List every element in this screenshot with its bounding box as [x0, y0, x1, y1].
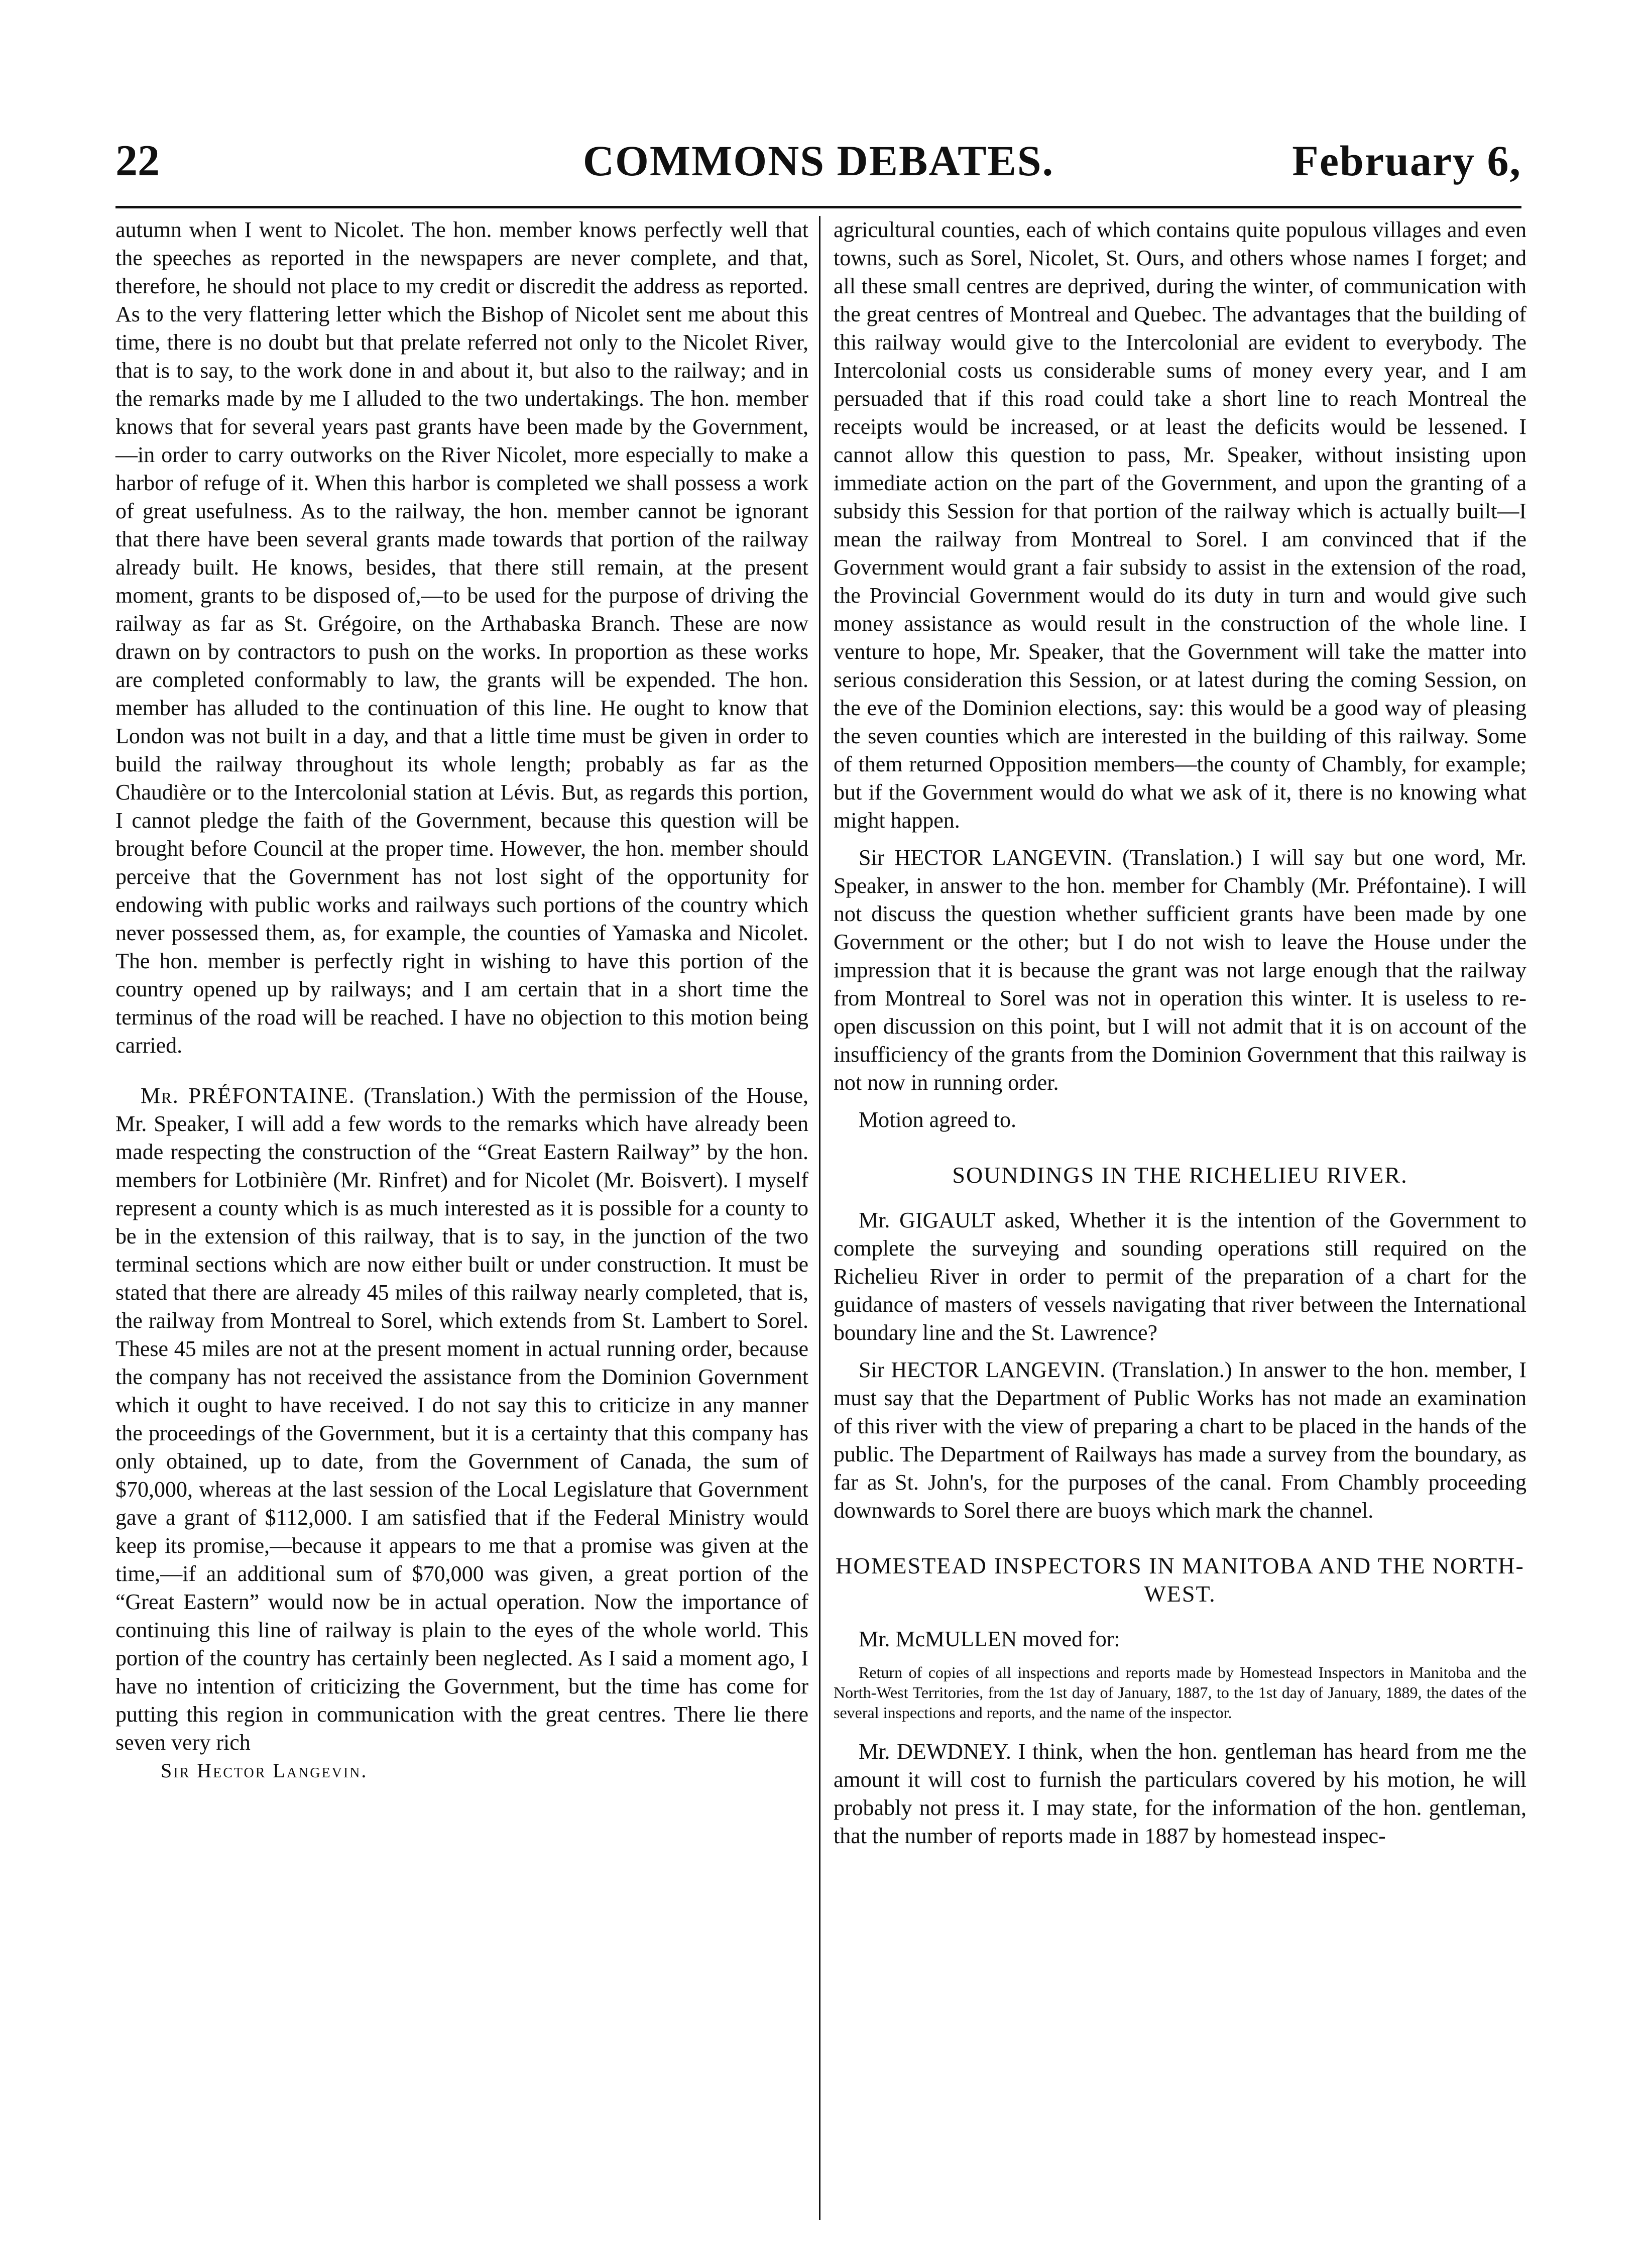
speaker-langevin-1: Sir HECTOR LANGEVIN.: [859, 845, 1112, 870]
page-header: [115, 136, 1521, 196]
left-paragraph-2-text: (Translation.) With the permission of the House, Mr. Speaker, I will add a few words to the remarks which have already been made respecting the construction of the “Great Eastern Railway” by the hon. members for Lotbinière (Mr. Rinfret) and for Nicolet (Mr. Boisvert). I myself represent a county which is as much interested as it is possible for a county to be in the extension of this railway, that is to say, in the junction of the two terminal sections which are now either built or under construction. It must be stated that there are already 45 miles of this railway nearly completed, that is, the railway from Montreal to Sorel, which extends from St. Lambert to Sorel. These 45 miles are not at the present moment in actual running order, because the company has not received the assistance from the Dominion Government which it ought to have received. I do not say this to criticize in any manner the proceedings of the Government, but it is a certainty that this company has only obtained, up to date, from the Government of Canada, the sum of $70,000, whereas at the last session of the Local Legislature that Government gave a grant of $112,000. I am satisfied that if the Federal Ministry would keep its promise,—because it appears to me that a promise was given at the time,—if an additional sum of $70,000 was given, a great portion of the “Great Eastern” would now be in actual operation. Now the importance of continuing this line of railway is plain to the eyes of the whole world. This portion of the country has certainly been neglected. As I said a moment ago, I have no intention of criticizing the Government, but the time has come for putting this region in communication with the great centres. There lie there seven very rich: [115, 1083, 809, 1755]
right-column: [834, 216, 1526, 1850]
motion-agreed: Motion agreed to.: [859, 1107, 1017, 1132]
right-paragraph-1: agricultural counties, each of which contains quite populous villages and even towns, such as Sorel, Nicolet, St. Ours, and others whose names I forget; and all these small centres are deprived, during the winter, of communication with the great centres of Montreal and Quebec. The advantages that the building of this railway would give to the Intercolonial are evident to everybody. The Intercolonial costs us considerable sums of money every year, and I am persuaded that if this road could take a short line to reach Montreal the receipts would be increased, or at least the deficits would be lessened. I cannot allow this question to pass, Mr. Speaker, without insisting upon immediate action on the part of the Government, and upon the granting of a subsidy this Session for that portion of the railway which is actually built—I mean the railway from Montreal to Sorel. I am convinced that if the Government would grant a fair subsidy to assist in the extension of the road, the Provincial Government would do its duty in turn and would give such money assistance as would result in the construction of the whole line. I venture to hope, Mr. Speaker, that the Government will take the matter into serious consideration this Session, or at latest during the coming Session, on the eve of the Dominion elections, say: this would be a good way of pleasing the seven counties which are interested in the building of this railway. Some of them returned Opposition members—the county of Chambly, for example; but if the Government would do what we ask of it, there is no knowing what might happen.: [834, 217, 1526, 833]
speaker-gigault: Mr. GIGAULT: [859, 1208, 995, 1232]
right-paragraph-gigault: [834, 1206, 1526, 1347]
right-paragraph-2-text: (Translation.) I will say but one word, Mr. Speaker, in answer to the hon. member for Chambly (Mr. Préfontaine). I will not discuss the question whether sufficient grants have been made by one Government or the other; but I do not wish to leave the House under the impression that it is because the grant was not large enough that the railway from Montreal to Sorel was not in operation this winter. It is useless to re-open discussion on this point, but I will not admit that it is on account of the insufficiency of the grants from the Dominion Government that this railway is not now in running order.: [834, 845, 1526, 1095]
right-paragraph-dewdney: [834, 1738, 1526, 1850]
left-column: [115, 216, 808, 1785]
motion-text: Return of copies of all inspections and reports made by Homestead Inspectors in Manitoba and the North-West Territories, from the 1st day of January, 1887, to the 1st day of January, 1889, the dates of the several inspections and reports, and the name of the inspector.: [834, 1663, 1526, 1722]
header-rule: [115, 206, 1521, 208]
left-paragraph-1: autumn when I went to Nicolet. The hon. member knows perfectly well that the speeches as reported in the newspapers are never complete, and that, therefore, he should not place to my credit or discredit the address as reported. As to the very flattering letter which the Bishop of Nicolet sent me about this time, there is no doubt but that prelate referred not only to the Nicolet River, that is to say, to the work done in and about it, but also to the railway; and in the remarks made by me I alluded to the two undertakings. The hon. member knows that for several years past grants have been made by the Government,—in order to carry outworks on the River Nicolet, more especially to make a harbor of refuge of it. When this harbor is completed we shall possess a work of great usefulness. As to the railway, the hon. member cannot be ignorant that there have been several grants made towards that portion of the railway already built. He knows, besides, that there still remain, at the present moment, grants to be disposed of,—to be used for the purpose of driving the railway as far as St. Grégoire, on the Arthabaska Branch. These are now drawn on by contractors to push on the works. In proportion as these works are completed conformably to law, the grants will be expended. The hon. member has alluded to the continuation of this line. He ought to know that London was not built in a day, and that a little time must be given in order to build the railway throughout its whole length; probably as far as the Chaudière or to the Intercolonial station at Lévis. But, as regards this portion, I cannot pledge the faith of the Government, because this question will be brought before Council at the proper time. However, the hon. member should perceive that the Government has not lost sight of the opportunity for endowing with public works and railways such portions of the country which never possessed them, as, for example, the counties of Yamaska and Nicolet. The hon. member is perfectly right in wishing to have this portion of the country opened up by railways; and I am certain that in a short time the terminus of the road will be reached. I have no objection to this motion being carried.: [115, 217, 808, 1058]
catchword: Sir Hector Langevin.: [161, 1759, 368, 1782]
right-paragraph-mcmullen-text: moved for:: [1022, 1627, 1120, 1651]
right-paragraph-dewdney-text: I think, when the hon. gentleman has heard from me the amount it will cost to furnish the particulars covered by his motion, he will probably not press it. I may state, for the information of the hon. gentleman, that the number of reports made in 1887 by homestead inspec-: [834, 1739, 1527, 1848]
page-number: 22: [115, 137, 160, 185]
speaker-prefontaine: Mr. PRÉFONTAINE.: [141, 1083, 356, 1108]
right-paragraph-gigault-text: asked, Whether it is the intention of the Government to complete the surveying and sounding operations still required on the Richelieu River in order to permit of the preparation of a chart for the guidance of masters of vessels navigating that river between the International boundary line and the St. Lawrence?: [834, 1208, 1526, 1345]
left-paragraph-2: [115, 1082, 808, 1757]
right-paragraph-langevin-2-text: (Translation.) In answer to the hon. member, I must say that the Department of Public Works has not made an examination of this river with the view of preparing a chart to be placed in the hands of the public. The Department of Railways has made a survey from the boundary, as far as St. John's, for the purposes of the canal. From Chambly proceeding downwards to Sorel there are buoys which mark the channel.: [834, 1357, 1526, 1523]
column-divider: [819, 216, 820, 2220]
right-paragraph-mcmullen: [834, 1625, 1526, 1653]
right-paragraph-2: [834, 844, 1526, 1097]
speaker-dewdney: Mr. DEWDNEY.: [859, 1739, 1011, 1764]
publication-title: COMMONS DEBATES.: [582, 137, 1054, 185]
header-date: February 6,: [1292, 137, 1521, 185]
section-heading-homestead: HOMESTEAD INSPECTORS IN MANITOBA AND THE NORTH-WEST.: [836, 1553, 1524, 1607]
right-paragraph-langevin-2: [834, 1356, 1526, 1525]
section-heading-soundings: SOUNDINGS IN THE RICHELIEU RIVER.: [952, 1162, 1408, 1188]
speaker-langevin-2: Sir HECTOR LANGEVIN.: [859, 1357, 1106, 1382]
speaker-mcmullen: Mr. McMULLEN: [859, 1627, 1017, 1651]
